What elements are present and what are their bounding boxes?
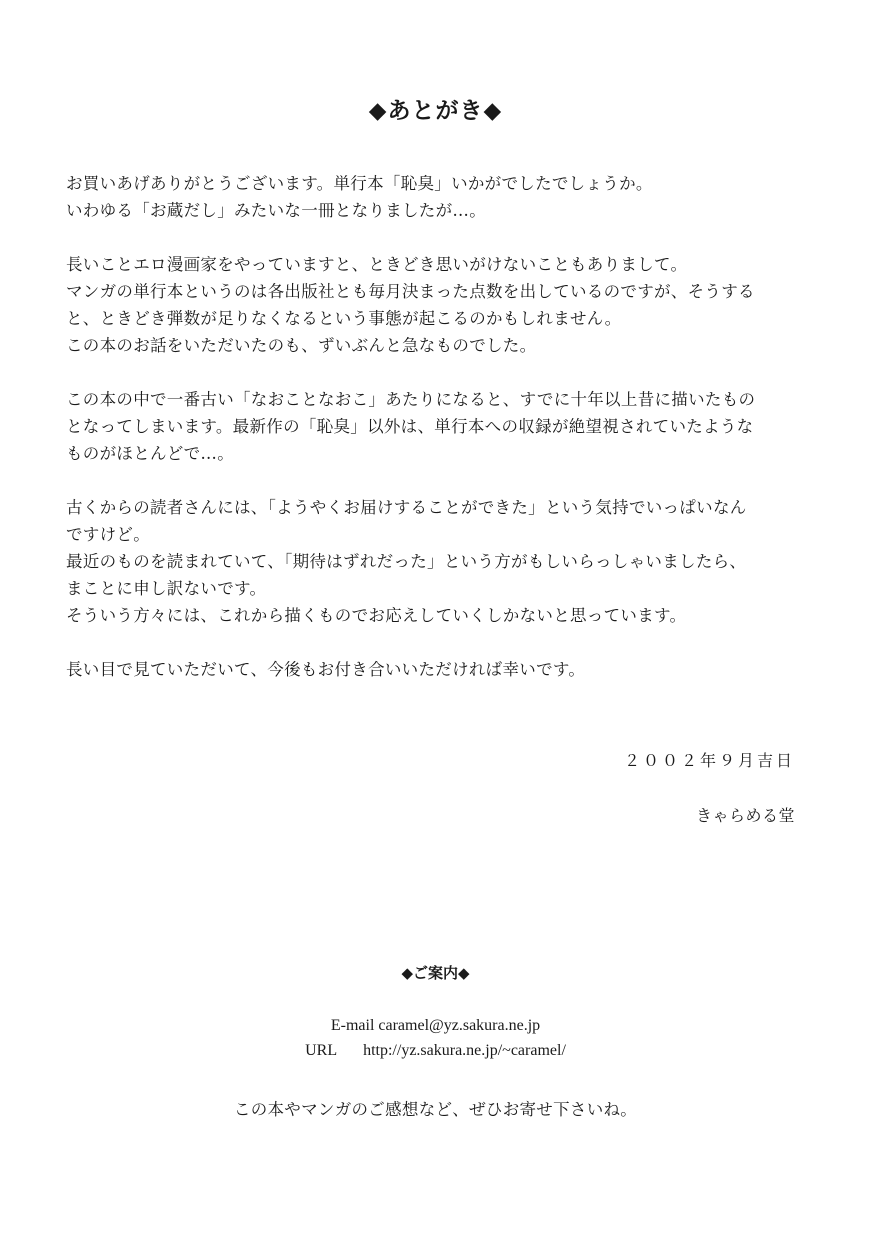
- contact-url: [0, 1042, 871, 1060]
- text-line: まことに申し訳ないです。: [66, 579, 267, 598]
- closing-message: この本やマンガのご感想など、ぜひお寄せ下さいね。: [233, 1100, 638, 1119]
- afterword-body: [66, 170, 806, 710]
- text-line: と、ときどき弾数が足りなくなるという事態が起こるのかもしれません。: [66, 309, 622, 328]
- text-line: この本のお話をいただいたのも、ずいぶんと急なものでした。: [66, 336, 537, 355]
- text-line: 長いことエロ漫画家をやっていますと、ときどき思いがけないこともありまして。: [66, 255, 688, 274]
- contact-email: [0, 1017, 871, 1035]
- text-line: 長い目で見ていただいて、今後もお付き合いいただければ幸いです。: [66, 660, 586, 679]
- text-line: ものがほとんどで…。: [66, 444, 234, 463]
- page-title: ◆あとがき◆: [368, 98, 503, 124]
- url-label: URL: [305, 1042, 338, 1059]
- text-line: となってしまいます。最新作の「恥臭」以外は、単行本への収録が絶望視されていたような: [66, 417, 754, 436]
- text-line: そういう方々には、これから描くものでお応えしていくしかないと思っています。: [66, 606, 687, 625]
- info-heading: ◆ご案内◆: [401, 964, 470, 982]
- text-line: この本の中で一番古い「なおことなおこ」あたりになると、すでに十年以上昔に描いたもの: [66, 390, 756, 409]
- paragraph-5: [66, 656, 806, 683]
- text-line: いわゆる「お蔵だし」みたいな一冊となりましたが…。: [66, 201, 486, 220]
- paragraph-4: [66, 494, 806, 629]
- paragraph-2: [66, 251, 806, 359]
- paragraph-3: [66, 386, 806, 467]
- signature-date: ２００２年９月吉日: [623, 751, 795, 770]
- text-line: お買いあげありがとうございます。単行本「恥臭」いかがでしたでしょうか。: [66, 174, 653, 193]
- text-line: ですけど。: [66, 525, 150, 544]
- email-address[interactable]: caramel@yz.sakura.ne.jp: [378, 1017, 541, 1034]
- signature-author: きゃらめる堂: [695, 806, 795, 825]
- text-line: 古くからの読者さんには、「ようやくお届けすることができた」という気持でいっぱいなん: [66, 498, 747, 517]
- text-line: 最近のものを読まれていて、「期待はずれだった」という方がもしいらっしゃいましたら、: [66, 552, 747, 571]
- text-line: マンガの単行本というのは各出版社とも毎月決まった点数を出しているのですが、そうする: [66, 282, 755, 301]
- paragraph-1: [66, 170, 806, 224]
- email-label: E-mail: [330, 1017, 375, 1034]
- url-link[interactable]: http://yz.sakura.ne.jp/~caramel/: [363, 1042, 566, 1059]
